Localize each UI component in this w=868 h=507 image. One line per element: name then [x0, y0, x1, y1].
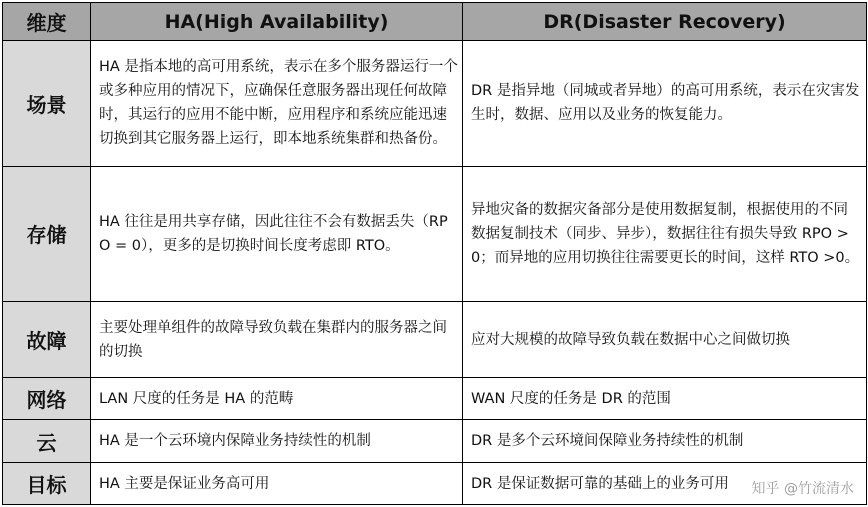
row-dr-cell: DR 是保证数据可靠的基础上的业务可用 — [463, 463, 867, 505]
row-dimension: 云 — [3, 419, 91, 463]
row-dr-cell: 异地灾备的数据灾备部分是使用数据复制，根据使用的不同数据复制技术（同步、异步），数据往往有损失导致 RPO >0；而异地的应用切换往往需要更长的时间，这样 RTO >0。 — [463, 166, 867, 301]
header-row — [3, 3, 867, 41]
watermark: 知乎 @竹流清水 — [751, 481, 854, 497]
row-dr-cell: DR 是多个云环境间保障业务持续性的机制 — [463, 419, 867, 463]
table-row — [3, 301, 867, 377]
row-dr-cell: 应对大规模的故障导致负载在数据中心之间做切换 — [463, 301, 867, 377]
header-dr: DR(Disaster Recovery) — [463, 3, 867, 41]
row-ha-cell: HA 主要是保证业务高可用 — [91, 463, 463, 505]
row-ha-cell: LAN 尺度的任务是 HA 的范畴 — [91, 378, 463, 419]
header-dimension: 维度 — [3, 3, 91, 41]
table-row — [3, 378, 867, 419]
table-row — [3, 166, 867, 301]
row-dimension: 目标 — [3, 463, 91, 505]
header-ha: HA(High Availability) — [91, 3, 463, 41]
row-ha-cell: HA 是一个云环境内保障业务持续性的机制 — [91, 419, 463, 463]
row-dimension: 故障 — [3, 301, 91, 377]
table-row — [3, 463, 867, 505]
table-row — [3, 41, 867, 167]
comparison-table — [2, 2, 867, 505]
row-dr-cell: WAN 尺度的任务是 DR 的范围 — [463, 378, 867, 419]
row-ha-cell: HA 往往是用共享存储，因此往往不会有数据丢失（RPO = 0），更多的是切换时间长度考虑即 RTO。 — [91, 166, 463, 301]
table-row — [3, 419, 867, 463]
row-dimension: 网络 — [3, 378, 91, 419]
row-ha-cell: HA 是指本地的高可用系统，表示在多个服务器运行一个或多种应用的情况下，应确保任意服务器出现任何故障时，其运行的应用不能中断，应用程序和系统应能迅速切换到其它服务器上运行，即本地系统集群和热备份。 — [91, 41, 463, 167]
row-ha-cell: 主要处理单组件的故障导致负载在集群内的服务器之间的切换 — [91, 301, 463, 377]
row-dimension: 场景 — [3, 41, 91, 167]
row-dimension: 存储 — [3, 166, 91, 301]
row-dr-cell: DR 是指异地（同城或者异地）的高可用系统，表示在灾害发生时，数据、应用以及业务的恢复能力。 — [463, 41, 867, 167]
